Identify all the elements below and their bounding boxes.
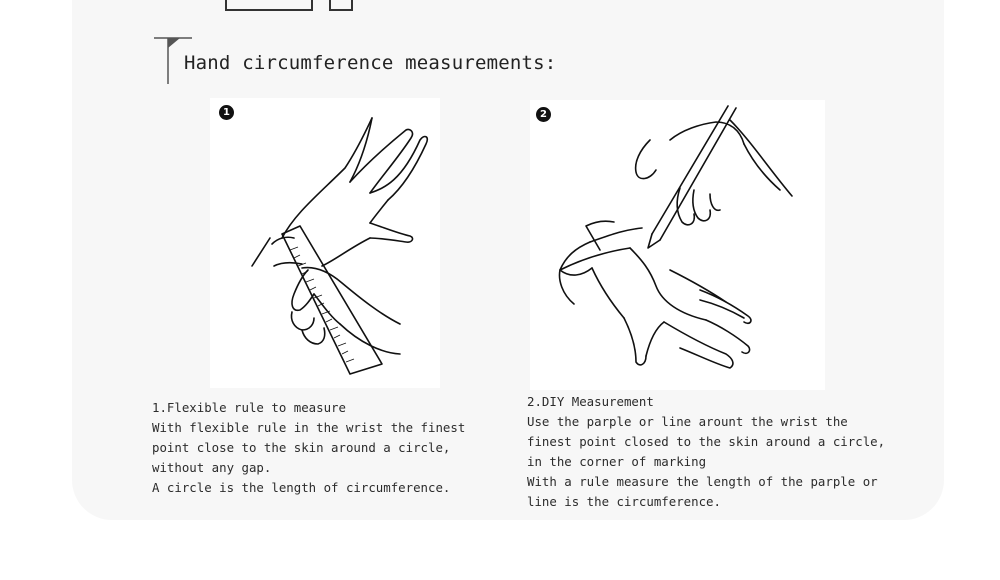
step-badge-2: 2: [536, 107, 551, 122]
caption-line: point close to the skin around a circle,: [152, 440, 451, 455]
caption-line: line is the circumference.: [527, 494, 721, 509]
step-badge-1: 1: [219, 105, 234, 120]
caption-line: With a rule measure the length of the parple or: [527, 474, 878, 489]
step-2-caption: [527, 392, 885, 512]
caption-line: without any gap.: [152, 460, 272, 475]
cropped-figure-outline: [224, 0, 354, 14]
illustration-1: [210, 98, 440, 388]
section-heading: Hand circumference measurements:: [184, 52, 557, 74]
caption-line: in the corner of marking: [527, 454, 707, 469]
caption-line: With flexible rule in the wrist the finest: [152, 420, 466, 435]
caption-line: 1.Flexible rule to measure: [152, 400, 346, 415]
caption-line: finest point closed to the skin around a circle,: [527, 434, 886, 449]
caption-line: 2.DIY Measurement: [527, 394, 654, 409]
wrist-paper-strip-marking-icon: [530, 100, 825, 390]
illustration-2: [530, 100, 825, 390]
step-1-caption: [152, 398, 465, 498]
caption-line: Use the parple or line arount the wrist the: [527, 414, 848, 429]
caption-line: A circle is the length of circumference.: [152, 480, 451, 495]
wrist-tape-measure-icon: [210, 98, 440, 388]
